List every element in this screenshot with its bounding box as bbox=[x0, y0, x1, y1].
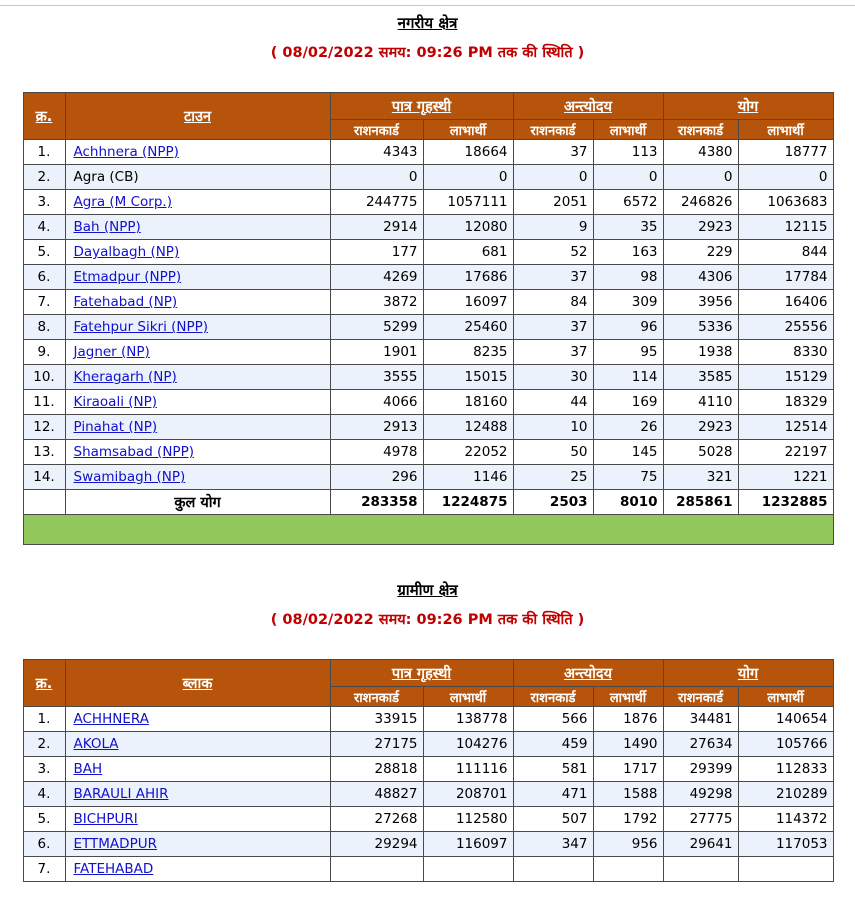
rural-col-block: ब्लाक bbox=[65, 660, 330, 707]
row-total-rationcard: 27775 bbox=[663, 807, 738, 832]
row-total-beneficiary: 18329 bbox=[738, 390, 833, 415]
row-total-rationcard bbox=[663, 857, 738, 882]
row-total-rationcard: 321 bbox=[663, 465, 738, 490]
table-row bbox=[23, 365, 833, 390]
row-pg-rationcard: 1901 bbox=[330, 340, 423, 365]
row-name-cell[interactable] bbox=[65, 290, 330, 315]
urban-table-body bbox=[23, 140, 833, 545]
row-name-link[interactable]: ETTMADPUR bbox=[73, 836, 157, 852]
table-row bbox=[23, 707, 833, 732]
row-total-beneficiary: 1063683 bbox=[738, 190, 833, 215]
row-name-cell[interactable] bbox=[65, 390, 330, 415]
row-ay-rationcard: 37 bbox=[513, 140, 593, 165]
rural-group-yog: योग bbox=[663, 660, 833, 687]
row-total-beneficiary: 12115 bbox=[738, 215, 833, 240]
row-total-beneficiary: 8330 bbox=[738, 340, 833, 365]
row-serial: 2. bbox=[23, 732, 65, 757]
row-pg-beneficiary: 16097 bbox=[423, 290, 513, 315]
row-pg-beneficiary: 104276 bbox=[423, 732, 513, 757]
total-ay-beneficiary: 8010 bbox=[593, 490, 663, 515]
rural-table-wrap bbox=[23, 659, 833, 882]
row-name-link[interactable]: Achhnera (NPP) bbox=[73, 144, 179, 160]
table-row bbox=[23, 240, 833, 265]
table-row bbox=[23, 782, 833, 807]
row-total-rationcard: 2923 bbox=[663, 215, 738, 240]
rural-group-patra-grihasthi: पात्र गृहस्थी bbox=[330, 660, 513, 687]
row-ay-beneficiary bbox=[593, 857, 663, 882]
row-pg-rationcard: 4343 bbox=[330, 140, 423, 165]
row-name-link[interactable]: Fatehpur Sikri (NPP) bbox=[73, 319, 209, 335]
row-total-rationcard: 3956 bbox=[663, 290, 738, 315]
row-pg-beneficiary: 116097 bbox=[423, 832, 513, 857]
row-total-beneficiary: 16406 bbox=[738, 290, 833, 315]
row-total-rationcard: 2923 bbox=[663, 415, 738, 440]
row-total-rationcard: 0 bbox=[663, 165, 738, 190]
row-serial: 13. bbox=[23, 440, 65, 465]
row-serial: 6. bbox=[23, 832, 65, 857]
row-total-beneficiary: 18777 bbox=[738, 140, 833, 165]
row-ay-beneficiary: 1876 bbox=[593, 707, 663, 732]
urban-subcol-ay-rationcard: राशनकार्ड bbox=[513, 120, 593, 140]
row-total-rationcard: 29641 bbox=[663, 832, 738, 857]
row-name-cell[interactable] bbox=[65, 832, 330, 857]
total-row-blank bbox=[23, 490, 65, 515]
table-row bbox=[23, 440, 833, 465]
table-row bbox=[23, 140, 833, 165]
row-pg-rationcard: 244775 bbox=[330, 190, 423, 215]
row-name-cell[interactable] bbox=[65, 415, 330, 440]
row-pg-beneficiary: 208701 bbox=[423, 782, 513, 807]
table-row bbox=[23, 732, 833, 757]
row-name-link[interactable]: BARAULI AHIR bbox=[73, 786, 169, 802]
urban-table-head bbox=[23, 93, 833, 140]
row-total-beneficiary: 210289 bbox=[738, 782, 833, 807]
rural-col-serial: क्र. bbox=[23, 660, 65, 707]
row-name-link[interactable]: Dayalbagh (NP) bbox=[73, 244, 180, 260]
total-row-label: कुल योग bbox=[65, 490, 330, 515]
spacer-rural-subtitle bbox=[0, 629, 855, 659]
table-row bbox=[23, 165, 833, 190]
rural-subcol-total-rationcard: राशनकार्ड bbox=[663, 687, 738, 707]
row-name-link[interactable]: Etmadpur (NPP) bbox=[73, 269, 182, 285]
row-name-cell[interactable] bbox=[65, 340, 330, 365]
rural-table-head bbox=[23, 660, 833, 707]
row-name-cell[interactable] bbox=[65, 365, 330, 390]
spacer-urban-title bbox=[0, 32, 855, 44]
urban-table-wrap bbox=[23, 92, 833, 545]
row-ay-beneficiary: 114 bbox=[593, 365, 663, 390]
row-total-rationcard: 49298 bbox=[663, 782, 738, 807]
row-name-cell[interactable] bbox=[65, 190, 330, 215]
row-ay-beneficiary: 6572 bbox=[593, 190, 663, 215]
row-pg-rationcard: 4269 bbox=[330, 265, 423, 290]
rural-subcol-ay-beneficiary: लाभार्थी bbox=[593, 687, 663, 707]
row-name-cell[interactable] bbox=[65, 215, 330, 240]
row-name-cell[interactable] bbox=[65, 265, 330, 290]
row-pg-rationcard: 27175 bbox=[330, 732, 423, 757]
urban-subcol-ay-beneficiary: लाभार्थी bbox=[593, 120, 663, 140]
table-row bbox=[23, 390, 833, 415]
row-pg-beneficiary: 12080 bbox=[423, 215, 513, 240]
row-name-cell[interactable] bbox=[65, 140, 330, 165]
row-pg-beneficiary: 1057111 bbox=[423, 190, 513, 215]
row-ay-rationcard: 0 bbox=[513, 165, 593, 190]
row-pg-beneficiary: 22052 bbox=[423, 440, 513, 465]
rural-group-antyodaya: अन्त्योदय bbox=[513, 660, 663, 687]
rural-subcol-total-beneficiary: लाभार्थी bbox=[738, 687, 833, 707]
row-pg-beneficiary bbox=[423, 857, 513, 882]
row-serial: 4. bbox=[23, 782, 65, 807]
row-name-link[interactable]: Kheragarh (NP) bbox=[73, 369, 177, 385]
row-serial: 7. bbox=[23, 857, 65, 882]
row-total-rationcard: 34481 bbox=[663, 707, 738, 732]
table-row bbox=[23, 190, 833, 215]
spacer-between-sections bbox=[0, 545, 855, 581]
rural-table bbox=[23, 659, 834, 882]
row-ay-rationcard: 37 bbox=[513, 265, 593, 290]
row-serial: 5. bbox=[23, 807, 65, 832]
row-pg-beneficiary: 681 bbox=[423, 240, 513, 265]
total-pg-beneficiary: 1224875 bbox=[423, 490, 513, 515]
row-total-rationcard: 4306 bbox=[663, 265, 738, 290]
row-name-cell[interactable] bbox=[65, 857, 330, 882]
row-name-cell[interactable] bbox=[65, 732, 330, 757]
row-name-cell[interactable] bbox=[65, 315, 330, 340]
row-ay-rationcard: 566 bbox=[513, 707, 593, 732]
row-total-rationcard: 5336 bbox=[663, 315, 738, 340]
table-row bbox=[23, 465, 833, 490]
row-serial: 11. bbox=[23, 390, 65, 415]
row-total-rationcard: 229 bbox=[663, 240, 738, 265]
row-name-cell[interactable] bbox=[65, 240, 330, 265]
row-pg-rationcard: 2914 bbox=[330, 215, 423, 240]
row-total-beneficiary: 22197 bbox=[738, 440, 833, 465]
row-ay-beneficiary: 95 bbox=[593, 340, 663, 365]
rural-section-title: ग्रामीण क्षेत्र bbox=[397, 581, 458, 599]
row-pg-beneficiary: 1146 bbox=[423, 465, 513, 490]
row-pg-rationcard: 4066 bbox=[330, 390, 423, 415]
row-ay-rationcard: 37 bbox=[513, 340, 593, 365]
row-name-cell[interactable] bbox=[65, 707, 330, 732]
row-serial: 10. bbox=[23, 365, 65, 390]
rural-subcol-pg-beneficiary: लाभार्थी bbox=[423, 687, 513, 707]
row-name-link[interactable]: BAH bbox=[73, 761, 103, 777]
row-total-beneficiary: 140654 bbox=[738, 707, 833, 732]
row-serial: 9. bbox=[23, 340, 65, 365]
row-total-rationcard: 4380 bbox=[663, 140, 738, 165]
row-ay-beneficiary: 956 bbox=[593, 832, 663, 857]
row-name-link[interactable]: Shamsabad (NPP) bbox=[73, 444, 194, 460]
row-name-cell[interactable] bbox=[65, 440, 330, 465]
rural-header-row-1 bbox=[23, 660, 833, 687]
row-name-link[interactable]: AKOLA bbox=[73, 736, 119, 752]
row-total-rationcard: 1938 bbox=[663, 340, 738, 365]
row-serial: 3. bbox=[23, 757, 65, 782]
row-name-cell[interactable] bbox=[65, 465, 330, 490]
urban-subcol-pg-rationcard: राशनकार्ड bbox=[330, 120, 423, 140]
row-ay-rationcard: 459 bbox=[513, 732, 593, 757]
total-row bbox=[23, 490, 833, 515]
row-ay-beneficiary: 96 bbox=[593, 315, 663, 340]
row-ay-rationcard: 52 bbox=[513, 240, 593, 265]
urban-col-town: टाउन bbox=[65, 93, 330, 140]
urban-group-antyodaya: अन्त्योदय bbox=[513, 93, 663, 120]
row-name-cell[interactable] bbox=[65, 782, 330, 807]
row-pg-beneficiary: 25460 bbox=[423, 315, 513, 340]
row-name-cell bbox=[65, 165, 330, 190]
row-pg-beneficiary: 17686 bbox=[423, 265, 513, 290]
row-name-link[interactable]: Fatehabad (NP) bbox=[73, 294, 178, 310]
row-ay-beneficiary: 169 bbox=[593, 390, 663, 415]
row-name-text: Agra (CB) bbox=[73, 169, 139, 185]
row-ay-beneficiary: 1717 bbox=[593, 757, 663, 782]
urban-col-serial: क्र. bbox=[23, 93, 65, 140]
row-pg-rationcard: 2913 bbox=[330, 415, 423, 440]
urban-group-yog: योग bbox=[663, 93, 833, 120]
row-serial: 12. bbox=[23, 415, 65, 440]
row-name-link[interactable]: BICHPURI bbox=[73, 811, 138, 827]
row-pg-rationcard: 296 bbox=[330, 465, 423, 490]
row-pg-rationcard bbox=[330, 857, 423, 882]
row-serial: 1. bbox=[23, 140, 65, 165]
row-pg-rationcard: 3555 bbox=[330, 365, 423, 390]
row-total-beneficiary: 844 bbox=[738, 240, 833, 265]
green-separator-bar bbox=[23, 515, 833, 545]
row-serial: 4. bbox=[23, 215, 65, 240]
row-ay-beneficiary: 0 bbox=[593, 165, 663, 190]
urban-header-row-1 bbox=[23, 93, 833, 120]
row-ay-beneficiary: 163 bbox=[593, 240, 663, 265]
rural-section bbox=[0, 581, 855, 882]
row-pg-beneficiary: 112580 bbox=[423, 807, 513, 832]
row-serial: 7. bbox=[23, 290, 65, 315]
row-ay-beneficiary: 145 bbox=[593, 440, 663, 465]
row-pg-beneficiary: 18160 bbox=[423, 390, 513, 415]
row-ay-beneficiary: 98 bbox=[593, 265, 663, 290]
row-total-beneficiary: 15129 bbox=[738, 365, 833, 390]
row-total-beneficiary: 112833 bbox=[738, 757, 833, 782]
row-total-beneficiary: 1221 bbox=[738, 465, 833, 490]
row-ay-rationcard: 9 bbox=[513, 215, 593, 240]
rural-subcol-ay-rationcard: राशनकार्ड bbox=[513, 687, 593, 707]
row-name-link[interactable]: Bah (NPP) bbox=[73, 219, 141, 235]
row-pg-rationcard: 28818 bbox=[330, 757, 423, 782]
row-name-link[interactable]: Pinahat (NP) bbox=[73, 419, 158, 435]
row-ay-rationcard: 471 bbox=[513, 782, 593, 807]
urban-subcol-pg-beneficiary: लाभार्थी bbox=[423, 120, 513, 140]
urban-group-patra-grihasthi: पात्र गृहस्थी bbox=[330, 93, 513, 120]
row-name-link[interactable]: FATEHABAD bbox=[73, 861, 154, 877]
row-pg-beneficiary: 18664 bbox=[423, 140, 513, 165]
table-row bbox=[23, 757, 833, 782]
spacer-urban-subtitle bbox=[0, 62, 855, 92]
row-total-beneficiary: 0 bbox=[738, 165, 833, 190]
total-total-beneficiary: 1232885 bbox=[738, 490, 833, 515]
row-total-rationcard: 4110 bbox=[663, 390, 738, 415]
row-name-link[interactable]: Kiraoali (NP) bbox=[73, 394, 158, 410]
row-total-rationcard: 3585 bbox=[663, 365, 738, 390]
urban-section-title: नगरीय क्षेत्र bbox=[397, 14, 458, 32]
row-pg-beneficiary: 15015 bbox=[423, 365, 513, 390]
table-row bbox=[23, 415, 833, 440]
row-total-rationcard: 29399 bbox=[663, 757, 738, 782]
row-ay-rationcard: 25 bbox=[513, 465, 593, 490]
row-pg-rationcard: 29294 bbox=[330, 832, 423, 857]
row-ay-beneficiary: 1490 bbox=[593, 732, 663, 757]
row-total-rationcard: 246826 bbox=[663, 190, 738, 215]
row-pg-rationcard: 27268 bbox=[330, 807, 423, 832]
row-pg-rationcard: 48827 bbox=[330, 782, 423, 807]
urban-section-subtitle: ( 08/02/2022 समय: 09:26 PM तक की स्थिति ) bbox=[270, 45, 585, 61]
row-ay-beneficiary: 309 bbox=[593, 290, 663, 315]
row-pg-rationcard: 0 bbox=[330, 165, 423, 190]
table-row bbox=[23, 857, 833, 882]
row-pg-beneficiary: 12488 bbox=[423, 415, 513, 440]
row-name-link[interactable]: ACHHNERA bbox=[73, 711, 149, 727]
row-ay-beneficiary: 113 bbox=[593, 140, 663, 165]
row-pg-beneficiary: 8235 bbox=[423, 340, 513, 365]
row-serial: 6. bbox=[23, 265, 65, 290]
row-ay-rationcard: 347 bbox=[513, 832, 593, 857]
row-ay-beneficiary: 75 bbox=[593, 465, 663, 490]
rural-section-subtitle: ( 08/02/2022 समय: 09:26 PM तक की स्थिति ) bbox=[270, 612, 585, 628]
row-total-rationcard: 5028 bbox=[663, 440, 738, 465]
row-ay-beneficiary: 1588 bbox=[593, 782, 663, 807]
total-total-rationcard: 285861 bbox=[663, 490, 738, 515]
rural-table-body bbox=[23, 707, 833, 882]
urban-section bbox=[0, 14, 855, 545]
row-pg-rationcard: 33915 bbox=[330, 707, 423, 732]
row-ay-beneficiary: 26 bbox=[593, 415, 663, 440]
row-ay-rationcard: 581 bbox=[513, 757, 593, 782]
row-total-beneficiary bbox=[738, 857, 833, 882]
urban-table bbox=[23, 92, 834, 545]
row-total-beneficiary: 17784 bbox=[738, 265, 833, 290]
row-ay-beneficiary: 35 bbox=[593, 215, 663, 240]
urban-subcol-total-rationcard: राशनकार्ड bbox=[663, 120, 738, 140]
row-name-cell[interactable] bbox=[65, 807, 330, 832]
row-ay-rationcard bbox=[513, 857, 593, 882]
row-ay-rationcard: 44 bbox=[513, 390, 593, 415]
row-name-link[interactable]: Agra (M Corp.) bbox=[73, 194, 172, 210]
row-total-beneficiary: 114372 bbox=[738, 807, 833, 832]
row-name-cell[interactable] bbox=[65, 757, 330, 782]
row-pg-beneficiary: 111116 bbox=[423, 757, 513, 782]
row-serial: 2. bbox=[23, 165, 65, 190]
total-pg-rationcard: 283358 bbox=[330, 490, 423, 515]
row-serial: 8. bbox=[23, 315, 65, 340]
row-pg-rationcard: 177 bbox=[330, 240, 423, 265]
row-ay-rationcard: 10 bbox=[513, 415, 593, 440]
table-row bbox=[23, 315, 833, 340]
table-row bbox=[23, 340, 833, 365]
row-name-link[interactable]: Jagner (NP) bbox=[73, 344, 150, 360]
table-row bbox=[23, 265, 833, 290]
table-row bbox=[23, 832, 833, 857]
row-ay-rationcard: 30 bbox=[513, 365, 593, 390]
row-pg-rationcard: 5299 bbox=[330, 315, 423, 340]
row-total-rationcard: 27634 bbox=[663, 732, 738, 757]
rural-subcol-pg-rationcard: राशनकार्ड bbox=[330, 687, 423, 707]
row-name-link[interactable]: Swamibagh (NP) bbox=[73, 469, 186, 485]
table-row bbox=[23, 215, 833, 240]
spacer-top bbox=[0, 0, 855, 14]
row-total-beneficiary: 12514 bbox=[738, 415, 833, 440]
row-total-beneficiary: 105766 bbox=[738, 732, 833, 757]
row-total-beneficiary: 117053 bbox=[738, 832, 833, 857]
row-pg-rationcard: 4978 bbox=[330, 440, 423, 465]
row-ay-rationcard: 50 bbox=[513, 440, 593, 465]
table-row bbox=[23, 807, 833, 832]
row-pg-beneficiary: 138778 bbox=[423, 707, 513, 732]
row-ay-rationcard: 2051 bbox=[513, 190, 593, 215]
row-pg-beneficiary: 0 bbox=[423, 165, 513, 190]
row-serial: 1. bbox=[23, 707, 65, 732]
row-ay-rationcard: 84 bbox=[513, 290, 593, 315]
row-ay-rationcard: 37 bbox=[513, 315, 593, 340]
row-ay-beneficiary: 1792 bbox=[593, 807, 663, 832]
spacer-rural-title bbox=[0, 599, 855, 611]
table-row bbox=[23, 290, 833, 315]
row-serial: 3. bbox=[23, 190, 65, 215]
row-total-beneficiary: 25556 bbox=[738, 315, 833, 340]
row-ay-rationcard: 507 bbox=[513, 807, 593, 832]
row-serial: 14. bbox=[23, 465, 65, 490]
top-divider bbox=[0, 5, 855, 6]
row-serial: 5. bbox=[23, 240, 65, 265]
green-separator-cell bbox=[23, 515, 833, 545]
total-ay-rationcard: 2503 bbox=[513, 490, 593, 515]
urban-subcol-total-beneficiary: लाभार्थी bbox=[738, 120, 833, 140]
row-pg-rationcard: 3872 bbox=[330, 290, 423, 315]
